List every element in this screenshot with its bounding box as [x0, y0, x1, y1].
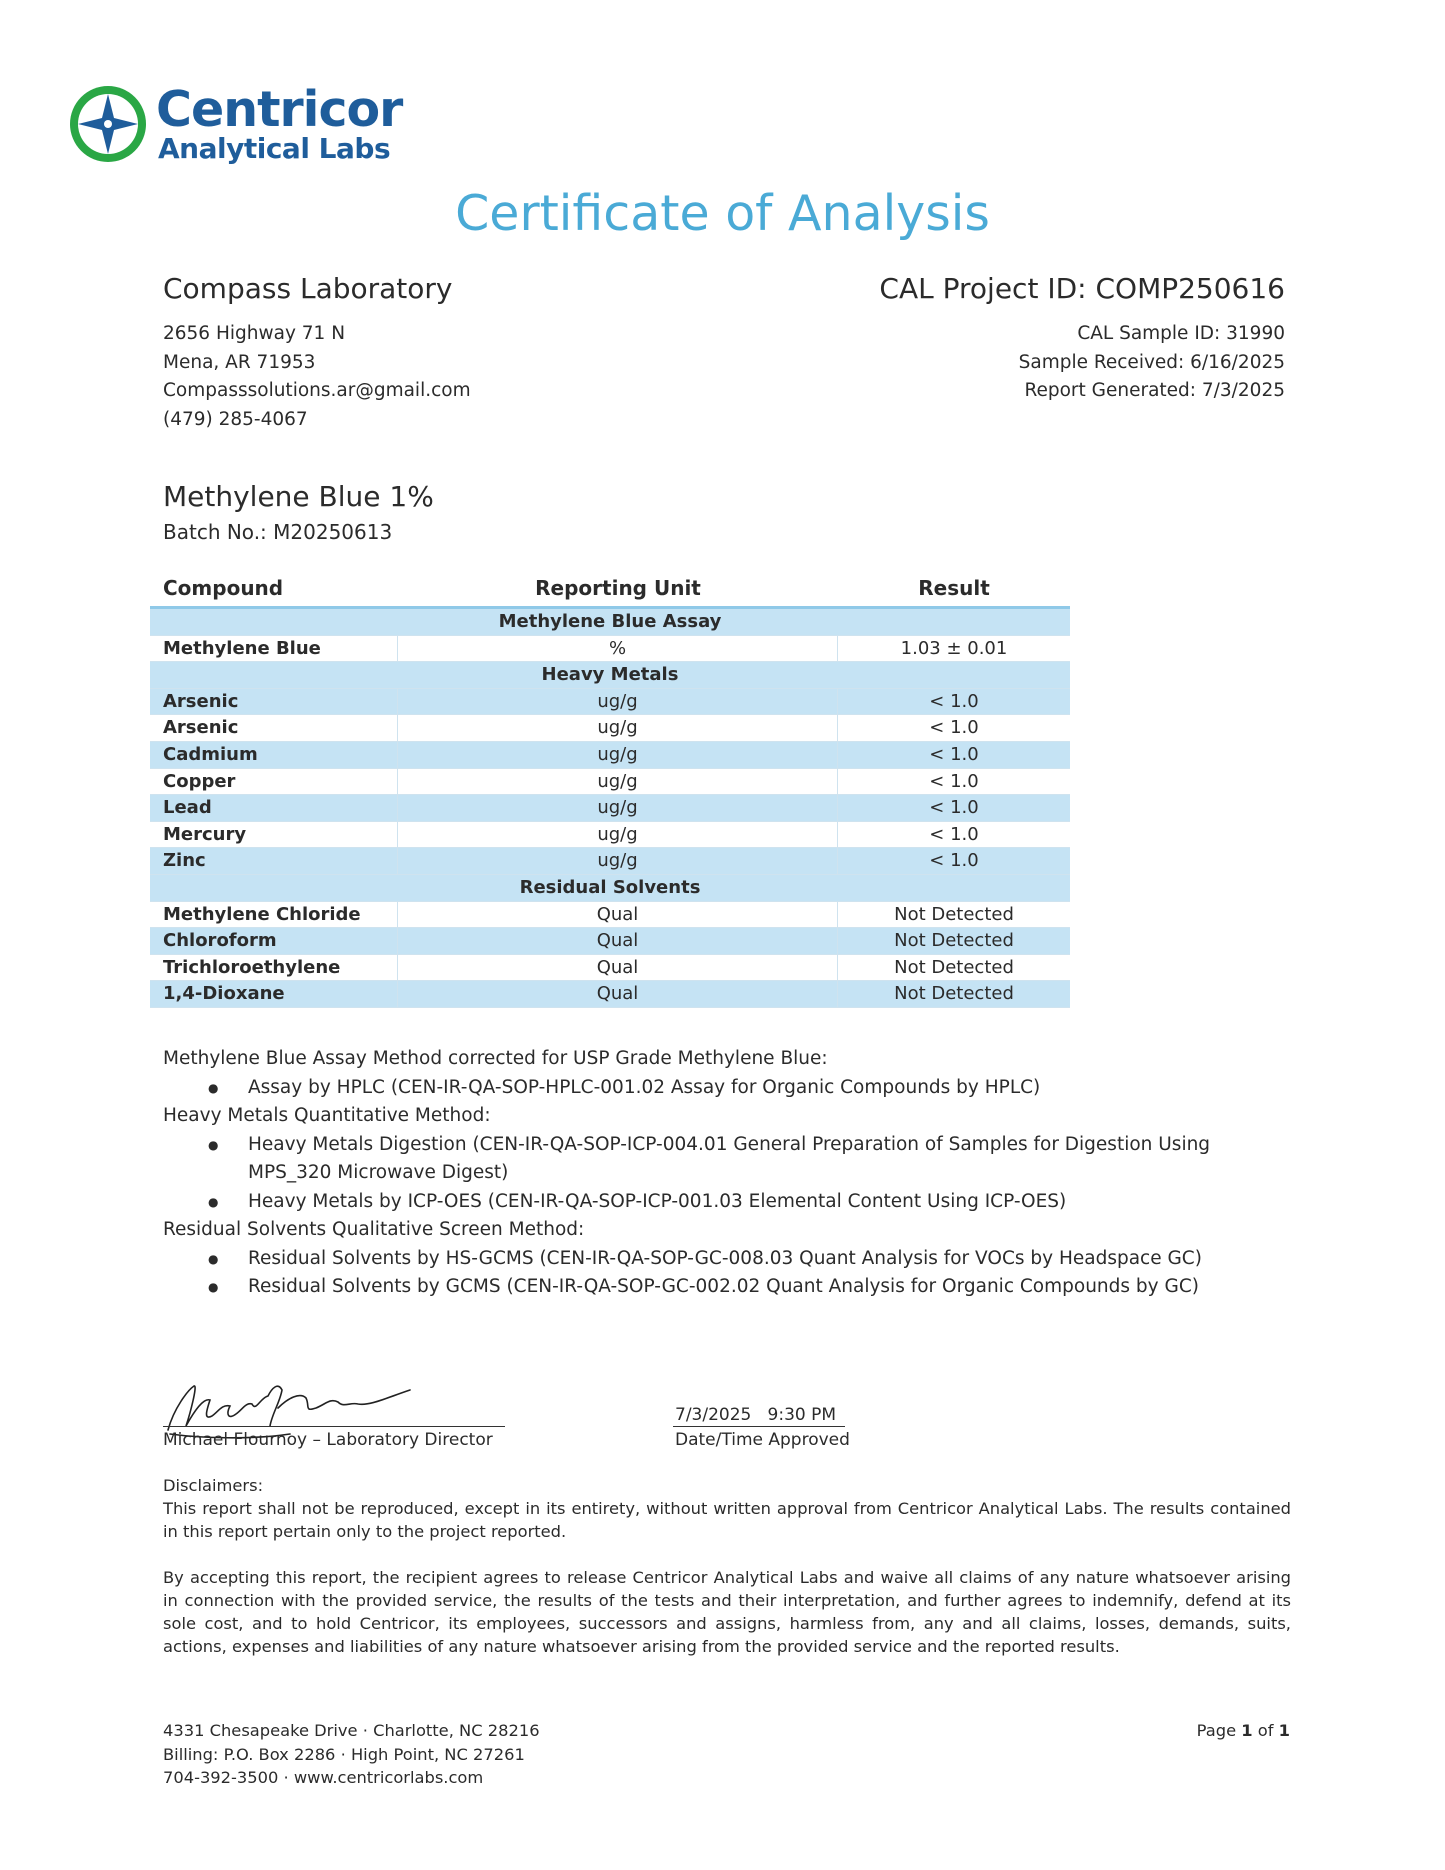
- result-cell: < 1.0: [929, 743, 979, 765]
- method-item-text: Assay by HPLC (CEN-IR-QA-SOP-HPLC-001.02 Assay for Organic Compounds by HPLC): [248, 1076, 1041, 1098]
- compound-cell: 1,4-Dioxane: [150, 981, 398, 1007]
- table-row: [150, 689, 1070, 716]
- method-item-text: Residual Solvents by HS-GCMS (CEN-IR-QA-SOP-GC-008.03 Quant Analysis for VOCs by Headspace GC): [248, 1247, 1202, 1269]
- table-row: [150, 955, 1070, 982]
- page-total: 1: [1278, 1721, 1290, 1740]
- signer-label: Michael Flournoy – Laboratory Director: [163, 1430, 493, 1450]
- unit-cell: ug/g: [398, 795, 838, 821]
- table-row: [150, 636, 1070, 663]
- table-row: [150, 795, 1070, 822]
- footer-line: 704-392-3500 · www.centricorlabs.com: [163, 1768, 484, 1787]
- logo-name: Centricor: [156, 81, 403, 138]
- batch-number: Batch No.: M20250613: [163, 520, 393, 544]
- result-cell: < 1.0: [929, 770, 979, 792]
- section-header: Methylene Blue Assay: [150, 609, 1070, 636]
- bullet-icon: ●: [208, 1080, 219, 1095]
- method-heading: Heavy Metals Quantitative Method:: [163, 1105, 491, 1126]
- disclaimer-reproduction: This report shall not be reproduced, except in its entirety, without written approval from Centricor Analytical Labs. The results contained in this report pertain only to the project reported.: [163, 1499, 1291, 1541]
- project-detail-line: Sample Received: 6/16/2025: [1018, 351, 1285, 373]
- result-cell: 1.03 ± 0.01: [900, 637, 1008, 659]
- section-header: Heavy Metals: [150, 662, 1070, 689]
- compass-star-icon: [68, 84, 148, 164]
- disclaimers-heading: Disclaimers:: [163, 1476, 264, 1495]
- unit-cell: Qual: [398, 902, 838, 928]
- method-item-text: Heavy Metals by ICP-OES (CEN-IR-QA-SOP-ICP-001.03 Elemental Content Using ICP-OES): [248, 1190, 1067, 1212]
- compound-cell: Arsenic: [150, 689, 398, 715]
- compound-cell: Cadmium: [150, 742, 398, 768]
- compound-cell: Chloroform: [150, 928, 398, 954]
- project-detail-line: Report Generated: 7/3/2025: [1024, 380, 1285, 401]
- table-header: [150, 570, 1070, 606]
- footer-line: Billing: P.O. Box 2286 · High Point, NC 27261: [163, 1744, 525, 1764]
- result-cell: < 1.0: [929, 797, 979, 819]
- bullet-icon: ●: [208, 1194, 219, 1209]
- unit-cell: ug/g: [398, 848, 838, 874]
- method-heading: Methylene Blue Assay Method corrected for USP Grade Methylene Blue:: [163, 1048, 828, 1069]
- unit-cell: Qual: [398, 955, 838, 981]
- compound-cell: Arsenic: [150, 715, 398, 741]
- method-heading: Residual Solvents Qualitative Screen Method:: [163, 1219, 585, 1240]
- disclaimers: [163, 1474, 1291, 1658]
- datetime-line: [673, 1426, 845, 1427]
- compound-cell: Lead: [150, 795, 398, 821]
- signature-line: [163, 1426, 505, 1427]
- method-item-text: Heavy Metals Digestion (CEN-IR-QA-SOP-ICP-004.01 General Preparation of Samples for Digestion Using MPS_320 Microwave Digest): [248, 1133, 1211, 1183]
- logo-subtitle: Analytical Labs: [158, 132, 391, 165]
- compound-cell: Methylene Chloride: [150, 902, 398, 928]
- unit-cell: Qual: [398, 928, 838, 954]
- table-row: [150, 742, 1070, 769]
- unit-cell: ug/g: [398, 715, 838, 741]
- table-row: [150, 902, 1070, 929]
- bullet-icon: ●: [208, 1251, 219, 1266]
- document-title: Certificate of Analysis: [455, 185, 990, 242]
- result-cell: < 1.0: [929, 850, 979, 872]
- unit-cell: Qual: [398, 981, 838, 1007]
- method-item: [163, 1131, 1293, 1188]
- unit-cell: %: [398, 636, 838, 662]
- table-row: [150, 981, 1070, 1008]
- product-name: Methylene Blue 1%: [163, 480, 434, 513]
- page-number: [1197, 1719, 1290, 1743]
- result-cell: Not Detected: [894, 930, 1014, 952]
- page-current: 1: [1241, 1721, 1253, 1740]
- results-table: [150, 570, 1070, 1008]
- method-item-text: Residual Solvents by GCMS (CEN-IR-QA-SOP-GC-002.02 Quant Analysis for Organic Compounds by GC): [248, 1276, 1199, 1297]
- result-cell: < 1.0: [929, 690, 979, 712]
- compound-cell: Zinc: [150, 848, 398, 874]
- unit-cell: ug/g: [398, 742, 838, 768]
- client-address-line: 2656 Highway 71 N: [163, 323, 346, 344]
- result-cell: Not Detected: [894, 983, 1014, 1005]
- compound-cell: Trichloroethylene: [150, 955, 398, 981]
- table-row: [150, 928, 1070, 955]
- client-address-line: (479) 285-4067: [163, 408, 308, 430]
- header-unit: Reporting Unit: [535, 576, 701, 600]
- project-id: CAL Project ID: COMP250616: [879, 272, 1285, 305]
- unit-cell: ug/g: [398, 689, 838, 715]
- company-logo: [68, 81, 418, 168]
- client-address: [163, 320, 471, 434]
- result-cell: < 1.0: [929, 823, 979, 845]
- header-result: Result: [918, 576, 990, 600]
- table-body: [150, 609, 1070, 1008]
- client-name: Compass Laboratory: [163, 272, 453, 305]
- client-address-line: Mena, AR 71953: [163, 351, 316, 373]
- client-address-line: Compasssolutions.ar@gmail.com: [163, 380, 471, 401]
- table-row: [150, 822, 1070, 849]
- unit-cell: ug/g: [398, 769, 838, 795]
- result-cell: Not Detected: [894, 956, 1014, 978]
- compound-cell: Methylene Blue: [150, 636, 398, 662]
- methods-section: [163, 1045, 1293, 1302]
- datetime-label: Date/Time Approved: [675, 1430, 850, 1450]
- table-row: [150, 848, 1070, 875]
- approval-datetime: 7/3/2025 9:30 PM: [675, 1405, 837, 1425]
- section-header: Residual Solvents: [150, 875, 1070, 902]
- project-details: [1019, 320, 1285, 406]
- table-row: [150, 769, 1070, 796]
- footer-line: 4331 Chesapeake Drive · Charlotte, NC 28216: [163, 1721, 540, 1740]
- bullet-icon: ●: [208, 1280, 219, 1294]
- unit-cell: ug/g: [398, 822, 838, 848]
- bullet-icon: ●: [208, 1137, 219, 1152]
- table-row: [150, 715, 1070, 742]
- method-item: [163, 1245, 1293, 1274]
- result-cell: Not Detected: [894, 903, 1014, 925]
- disclaimer-release: By accepting this report, the recipient agrees to release Centricor Analytical Labs and waive all claims of any nature whatsoever arising in connection with the provided service, the results of the tests and their interpretation, and further agrees to indemnify, defend at its sole cost, and to hold Centricor, its employees, successors and assigns, harmless from, any and all claims, losses, demands, suits, actions, expenses and liabilities of any nature whatsoever arising from the provided service and the reported results.: [163, 1568, 1291, 1656]
- header-compound: Compound: [163, 576, 284, 600]
- compound-cell: Copper: [150, 769, 398, 795]
- method-item: [163, 1188, 1293, 1217]
- footer-address: [163, 1719, 540, 1790]
- page-mid: of: [1252, 1721, 1279, 1740]
- compound-cell: Mercury: [150, 822, 398, 848]
- method-item: [163, 1273, 1293, 1302]
- project-detail-line: CAL Sample ID: 31990: [1077, 323, 1285, 344]
- result-cell: < 1.0: [929, 717, 979, 739]
- page-prefix: Page: [1196, 1721, 1242, 1740]
- method-item: [163, 1074, 1293, 1103]
